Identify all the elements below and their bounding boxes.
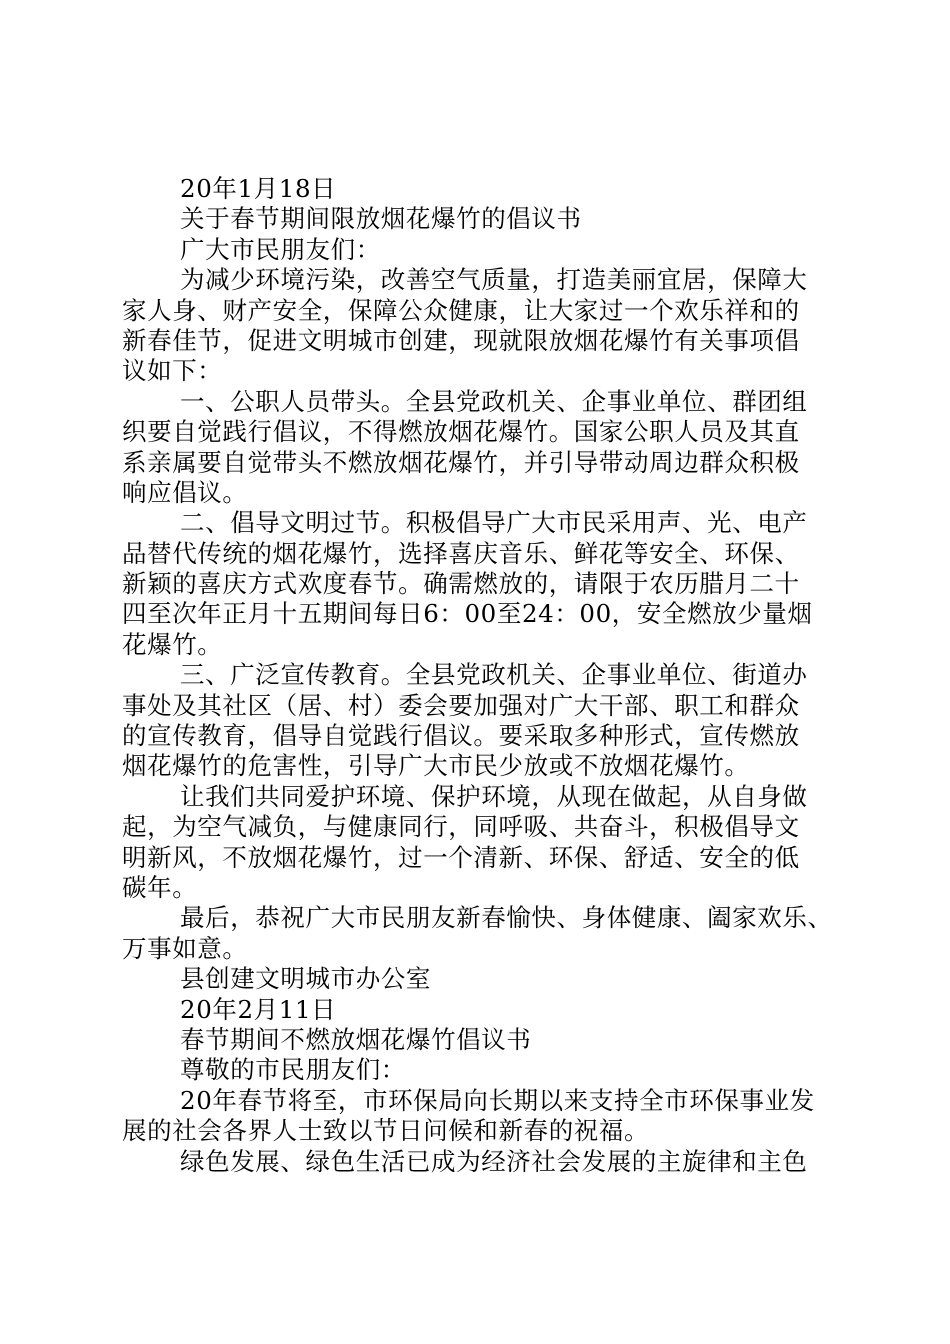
text-line: 起，为空气减负，与健康同行，同呼吸、共奋斗，积极倡导文 [122, 812, 800, 842]
text-line: 四至次年正月十五期间每日6：00至24：00，安全燃放少量烟 [122, 599, 813, 629]
text-line: 花爆竹。 [122, 629, 223, 659]
text-line: 碳年。 [122, 872, 198, 902]
text-line: 20年1月18日 [180, 174, 337, 203]
text-line: 让我们共同爱护环境、保护环境，从现在做起，从自身做 [180, 781, 808, 811]
text-line: 家人身、财产安全，保障公众健康，让大家过一个欢乐祥和的 [122, 295, 800, 325]
text-line: 县创建文明城市办公室 [180, 964, 431, 994]
text-line: 春节期间不燃放烟花爆竹倡议书 [180, 1024, 532, 1054]
text-line: 品替代传统的烟花爆竹，选择喜庆音乐、鲜花等安全、环保、 [122, 538, 800, 568]
text-line: 关于春节期间限放烟花爆竹的倡议书 [180, 204, 582, 234]
text-line: 最后，恭祝广大市民朋友新春愉快、身体健康、阖家欢乐、 [180, 903, 833, 933]
text-line: 系亲属要自觉带头不燃放烟花爆竹，并引导带动周边群众积极 [122, 447, 800, 477]
text-line: 烟花爆竹的危害性，引导广大市民少放或不放烟花爆竹。 [122, 751, 750, 781]
text-line: 万事如意。 [122, 933, 248, 963]
text-line: 展的社会各界人士致以节日问候和新春的祝福。 [122, 1116, 650, 1146]
text-line: 二、倡导文明过节。积极倡导广大市民采用声、光、电产 [180, 508, 808, 538]
text-line: 事处及其社区（居、村）委会要加强对广大干部、职工和群众 [122, 690, 800, 720]
text-line: 新春佳节，促进文明城市创建，现就限放烟花爆竹有关事项倡 [122, 325, 800, 355]
text-line: 议如下： [122, 356, 223, 386]
document-body [122, 174, 832, 1177]
text-line: 广大市民朋友们： [180, 234, 381, 264]
text-line: 三、广泛宣传教育。全县党政机关、企事业单位、街道办 [180, 660, 808, 690]
text-line: 尊敬的市民朋友们： [180, 1055, 406, 1085]
text-line: 20年春节将至，市环保局向长期以来支持全市环保事业发 [180, 1085, 815, 1115]
text-line: 的宣传教育，倡导自觉践行倡议。要采取多种形式，宣传燃放 [122, 721, 800, 751]
text-line: 新颖的喜庆方式欢度春节。确需燃放的，请限于农历腊月二十 [122, 569, 800, 599]
text-line: 绿色发展、绿色生活已成为经济社会发展的主旋律和主色 [180, 1146, 808, 1176]
text-line: 20年2月11日 [180, 994, 337, 1024]
text-line: 一、公职人员带头。全县党政机关、企事业单位、群团组 [180, 386, 808, 416]
text-line: 为减少环境污染，改善空气质量，打造美丽宜居，保障大 [180, 265, 808, 295]
text-line: 响应倡议。 [122, 477, 248, 507]
text-line: 织要自觉践行倡议，不得燃放烟花爆竹。国家公职人员及其直 [122, 417, 800, 447]
text-line: 明新风，不放烟花爆竹，过一个清新、环保、舒适、安全的低 [122, 842, 800, 872]
